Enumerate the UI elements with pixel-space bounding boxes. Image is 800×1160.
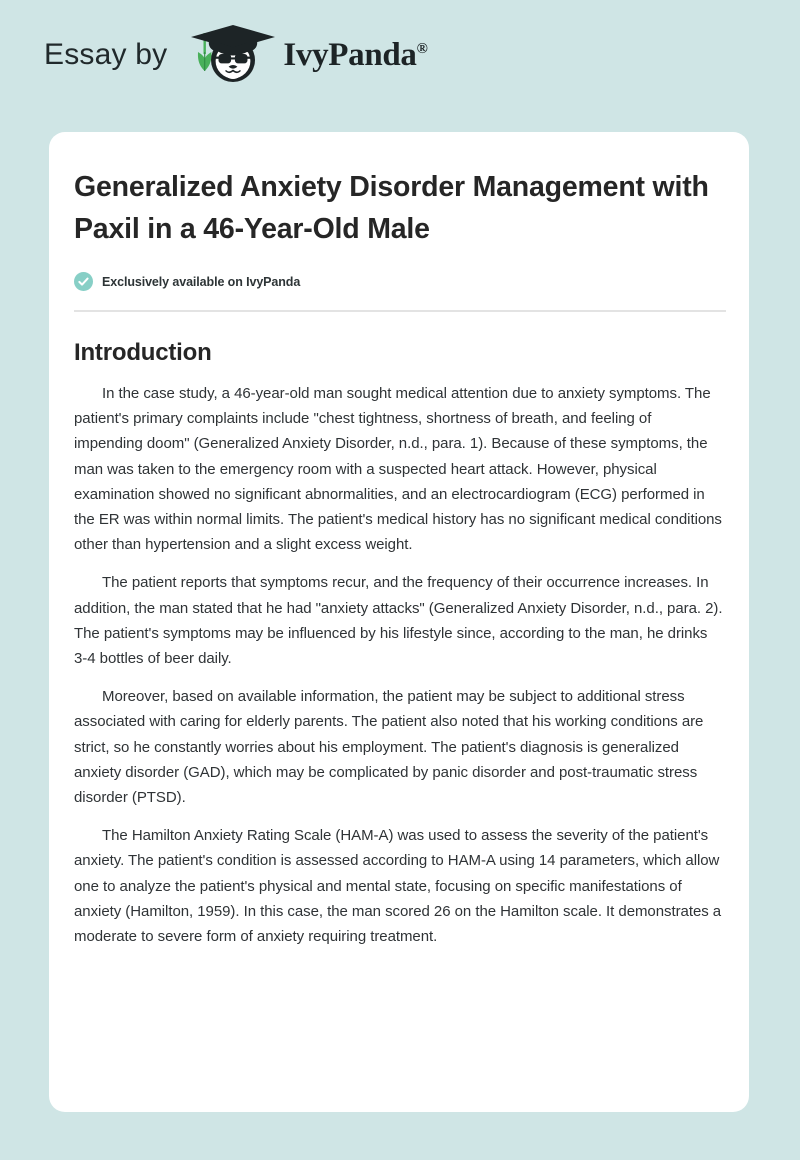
paragraph: The patient reports that symptoms recur, and the frequency of their occurrence increases. In addition, the man stated that he had "anxiety attacks" (Generalized Anxiety Disorder, n.d., para. 2). The patient's symptoms may be influenced by his lifestyle since, according to the man, he drinks 3-4 bottles of beer daily.	[74, 574, 723, 668]
divider	[74, 310, 726, 312]
status-badge	[74, 272, 724, 291]
paragraph: Moreover, based on available information, the patient may be subject to additional stress associated with caring for elderly parents. The patient also noted that his working conditions are strict, so he constantly worries about his employment. The patient's diagnosis is generalized anxiety disorder (GAD), which may be complicated by panic disorder and post-traumatic stress disorder (PTSD).	[74, 688, 704, 807]
essay-body	[74, 381, 724, 949]
ivypanda-wordmark	[283, 36, 428, 73]
paragraph: The Hamilton Anxiety Rating Scale (HAM-A) was used to assess the severity of the patient's anxiety. The patient's condition is assessed according to HAM-A using 14 parameters, which allow one to analyze the patient's physical and mental state, focusing on specific manifestations of anxiety (Hamilton, 1959). In this case, the man scored 26 on the Hamilton scale. It demonstrates a moderate to severe form of anxiety requiring treatment.	[74, 827, 722, 946]
essay-card	[49, 132, 749, 1112]
page-title: Generalized Anxiety Disorder Management with Paxil in a 46-Year-Old Male	[74, 171, 709, 245]
ivypanda-brand-lockup[interactable]	[187, 24, 427, 86]
essay-by-label: Essay by	[44, 38, 168, 71]
brand-name-text: IvyPanda	[283, 36, 417, 73]
registered-mark: ®	[416, 40, 428, 57]
ivypanda-panda-logo-icon	[187, 24, 279, 86]
check-circle-icon	[74, 272, 93, 291]
paragraph: In the case study, a 46-year-old man sought medical attention due to anxiety symptoms. The patient's primary complaints include "chest tightness, shortness of breath, and feeling of impending doom" (Generalized Anxiety Disorder, n.d., para. 1). Because of these symptoms, the man was taken to the emergency room with a suspected heart attack. However, physical examination showed no significant abnormalities, and an electrocardiogram (ECG) performed in the ER was within normal limits. The patient's medical history has no significant medical conditions other than hypertension and a slight excess weight.	[74, 385, 722, 554]
status-badge-label: Exclusively available on IvyPanda	[102, 274, 301, 289]
page-header	[0, 0, 800, 73]
section-heading-introduction: Introduction	[74, 339, 212, 366]
